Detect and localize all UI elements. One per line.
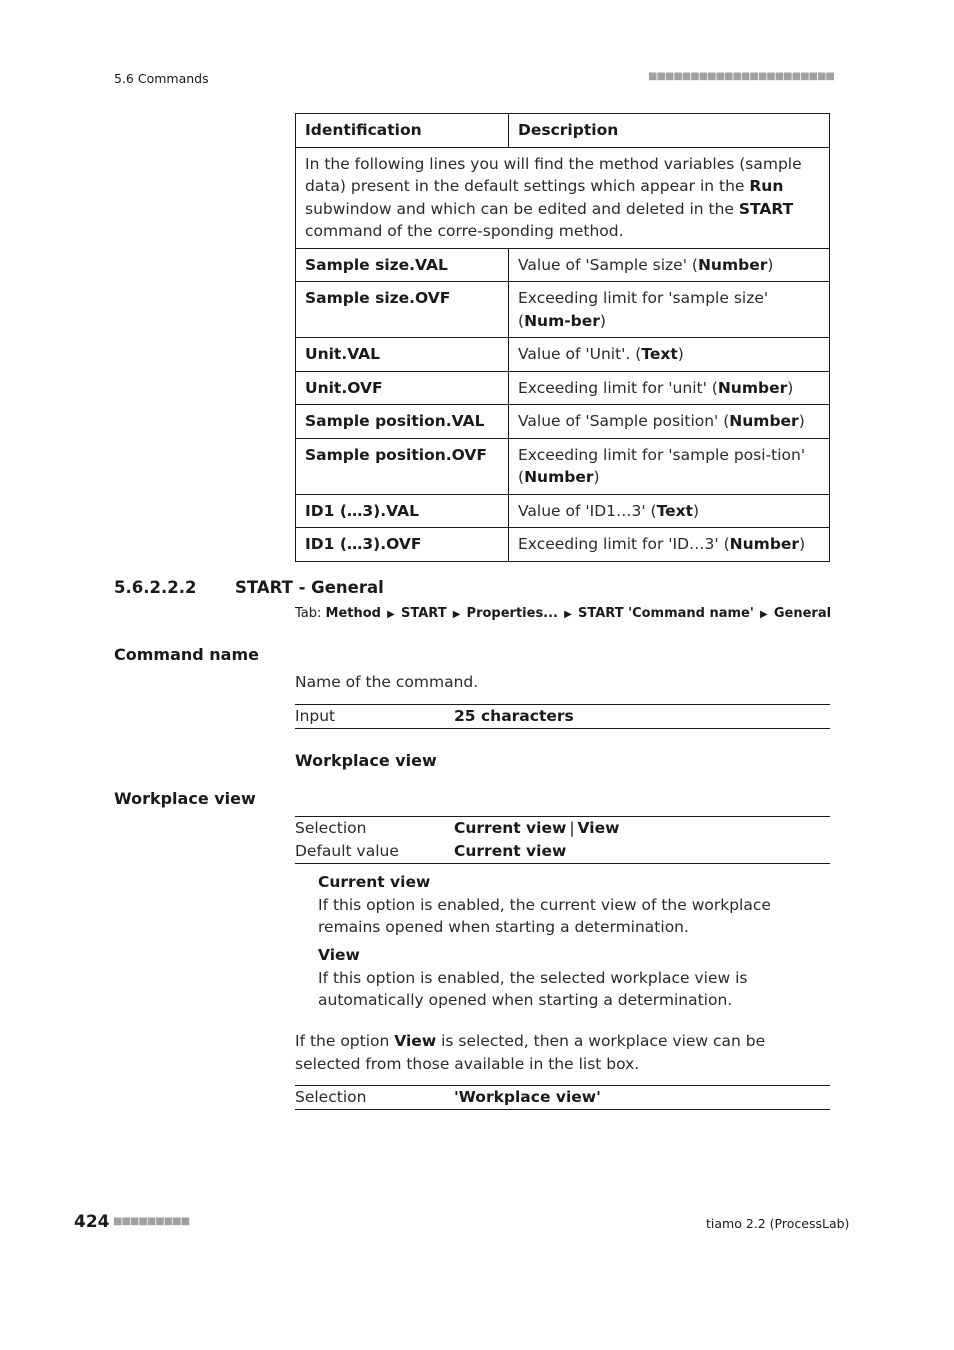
variable-id: Unit.OVF — [296, 371, 509, 405]
page-number: 424 — [74, 1212, 110, 1232]
variable-description: Value of 'Sample size' (Number) — [509, 248, 830, 282]
option-title: Current view — [318, 873, 431, 891]
tab-path-item: START 'Command name' — [577, 606, 754, 621]
property-key: Selection — [295, 819, 367, 837]
variable-description: Value of 'Unit'. (Text) — [509, 338, 830, 372]
tab-path-item: Properties... — [466, 606, 558, 621]
tab-navigation-path — [295, 606, 831, 621]
section-title: START - General — [235, 578, 384, 597]
table-intro-row — [296, 147, 830, 248]
property-row — [295, 840, 830, 863]
workplace-list-properties — [295, 1085, 830, 1110]
triangle-right-icon: ▶ — [564, 609, 572, 620]
triangle-right-icon: ▶ — [760, 609, 768, 620]
table-row — [296, 248, 830, 282]
property-value: Current view | View — [454, 819, 620, 837]
footer-product: tiamo 2.2 (ProcessLab) — [706, 1216, 850, 1231]
option-description: If this option is enabled, the current view of the workplace remains opened when starting a determination. — [318, 895, 771, 936]
variable-id: ID1 (…3).VAL — [296, 494, 509, 528]
property-key: Selection — [295, 1088, 367, 1106]
table-row — [296, 282, 830, 338]
column-header-identification: Identification — [296, 114, 509, 148]
command-name-properties — [295, 704, 830, 729]
variable-id: Sample size.OVF — [296, 282, 509, 338]
table-header-row — [296, 114, 830, 148]
variable-id: Sample position.OVF — [296, 438, 509, 494]
workplace-view-heading: Workplace view — [295, 751, 437, 770]
variable-description: Value of 'ID1…3' (Text) — [509, 494, 830, 528]
table-row — [296, 528, 830, 562]
running-header-section: 5.6 Commands — [114, 71, 209, 86]
option-description: If this option is enabled, the selected workplace view is automatically opened when starting a determination. — [318, 968, 748, 1009]
variable-id: Sample size.VAL — [296, 248, 509, 282]
table-row — [296, 494, 830, 528]
table-row — [296, 338, 830, 372]
property-row — [295, 1086, 830, 1109]
workplace-view-properties — [295, 816, 830, 864]
column-header-description: Description — [509, 114, 830, 148]
tab-path-item: General — [773, 606, 832, 621]
option-title: View — [318, 946, 360, 964]
command-name-label: Command name — [114, 645, 259, 664]
property-value: Current view — [454, 842, 567, 860]
property-key: Default value — [295, 842, 399, 860]
variable-description: Exceeding limit for 'unit' (Number) — [509, 371, 830, 405]
property-row — [295, 705, 830, 728]
table-intro-text: In the following lines you will find the method variables (sample data) present in the default settings which appear in the Run subwindow and which can be edited and deleted in the START command of the corre-sponding method. — [296, 147, 830, 248]
variable-id: Sample position.VAL — [296, 405, 509, 439]
variable-description: Value of 'Sample position' (Number) — [509, 405, 830, 439]
tab-path-item: START — [400, 606, 447, 621]
command-name-description: Name of the command. — [295, 673, 479, 691]
property-key: Input — [295, 707, 336, 725]
variable-id: Unit.VAL — [296, 338, 509, 372]
option-view — [318, 944, 838, 1012]
tab-path-item: Method — [325, 606, 381, 621]
section-number: 5.6.2.2.2 — [114, 578, 197, 597]
method-variables-table — [295, 113, 830, 562]
triangle-right-icon: ▶ — [452, 609, 461, 620]
property-row — [295, 817, 830, 840]
option-current-view — [318, 871, 838, 939]
workplace-view-label: Workplace view — [114, 789, 256, 808]
table-row — [296, 371, 830, 405]
property-value: 'Workplace view' — [454, 1088, 601, 1106]
variable-description: Exceeding limit for 'sample posi-tion' (Number) — [509, 438, 830, 494]
table-row — [296, 405, 830, 439]
running-header-decoration: ■■■■■■■■■■■■■■■■■■■■■■ — [648, 71, 834, 82]
variable-id: ID1 (…3).OVF — [296, 528, 509, 562]
workplace-view-note: If the option View is selected, then a workplace view can be selected from those available in the list box. — [295, 1032, 766, 1073]
tab-path-prefix: Tab: — [295, 606, 322, 621]
variable-description: Exceeding limit for 'ID…3' (Number) — [509, 528, 830, 562]
property-value: 25 characters — [454, 707, 574, 725]
triangle-right-icon: ▶ — [387, 609, 395, 620]
table-row — [296, 438, 830, 494]
footer-decoration: ■■■■■■■■■ — [113, 1216, 190, 1227]
variable-description: Exceeding limit for 'sample size' (Num-ber) — [509, 282, 830, 338]
